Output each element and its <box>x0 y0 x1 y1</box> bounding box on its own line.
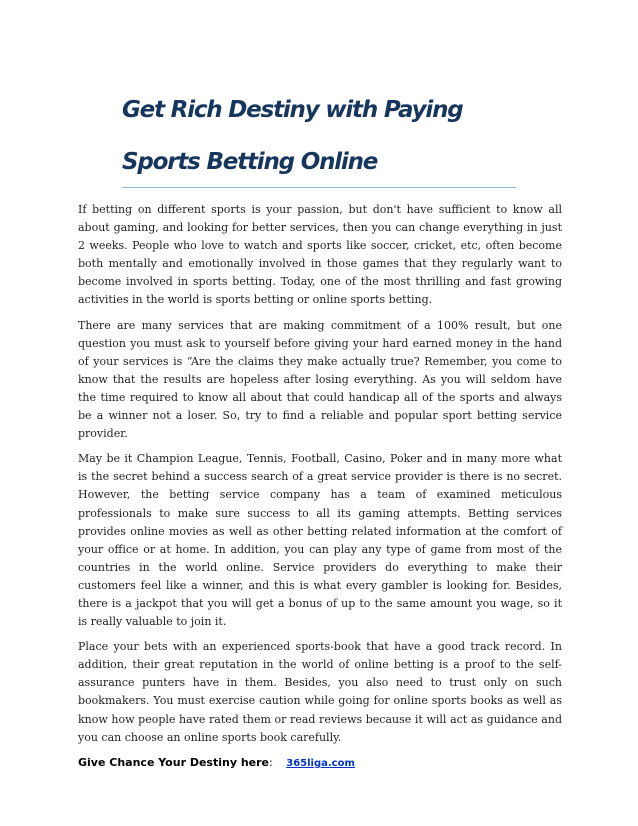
title-underline <box>122 187 516 188</box>
paragraph-2: There are many services that are making commitment of a 100% result, but one question you must ask to yourself before giving your hard earned money in the hand of your services is “Are the claims they make actually true? Remember, you come to know that the results are hopeless after losing everything. As you will seldom have the time required to know all about that could handicap all of the sports and always be a winner not a loser. So, try to find a reliable and popular sport betting service provider. <box>78 318 562 441</box>
page-title: Get Rich Destiny with Paying Sports Betting Online <box>122 97 463 175</box>
cta-label: Give Chance Your Destiny here <box>78 755 270 769</box>
paragraph-4: Place your bets with an experienced sports-book that have a good track record. In addition, their great reputation in the world of online betting is a proof to the self-assurance punters have in them. Besides, you also need to trust only on such bookmakers. You must exercise caution while going for online sports books as well as know how people have rated them or read reviews because it will act as guidance and you can choose an online sports book carefully. <box>78 640 562 744</box>
article-body <box>78 201 562 773</box>
site-link[interactable]: 365liga.com <box>286 757 355 769</box>
cta-separator: : <box>269 755 273 769</box>
call-to-action <box>78 754 562 773</box>
paragraph-1: If betting on different sports is your passion, but don't have sufficient to know all about gaming, and looking for better services, then you can change everything in just 2 weeks. People who love to watch and sports like soccer, cricket, etc, often become both mentally and emotionally involved in those games that they regularly want to become involved in sports betting. Today, one of the most thrilling and fast growing activities in the world is sports betting or online sports betting. <box>78 203 562 307</box>
paragraph-3: May be it Champion League, Tennis, Football, Casino, Poker and in many more what is the secret behind a success search of a great service provider is there is no secret. However, the betting service company has a team of examined meticulous professionals to make sure success to all its gaming attempts. Betting services provides online movies as well as other betting related information at the comfort of your office or at home. In addition, you can play any type of game from most of the countries in the world online. Service providers do everything to make their customers feel like a winner, and this is what every gambler is looking for. Besides, there is a jackpot that you will get a bonus of up to the same amount you wage, so it is really valuable to join it. <box>78 452 562 629</box>
